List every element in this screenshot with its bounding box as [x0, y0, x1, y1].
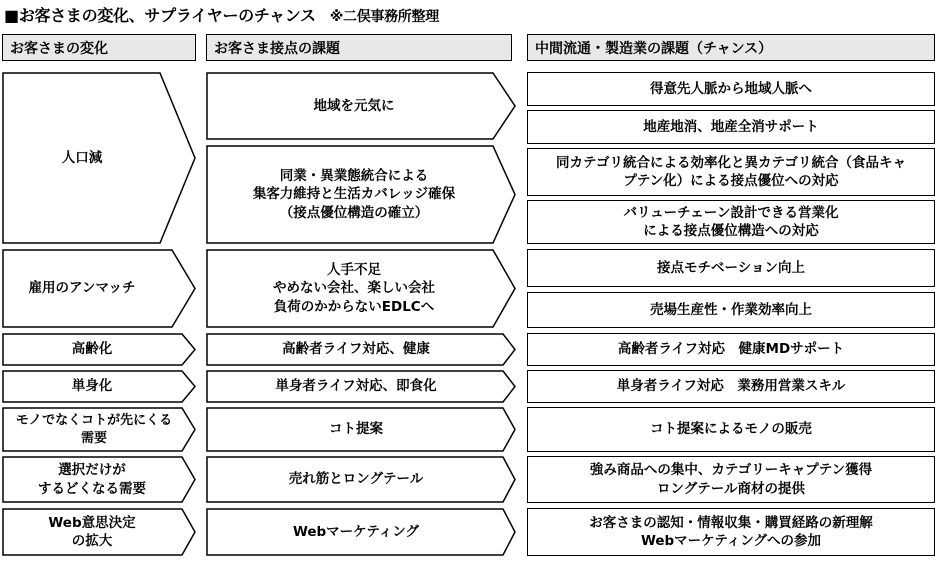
chance-box: 同カテゴリ統合による効率化と異カテゴリ統合（食品キャ プテン化）による接点優位への対応	[527, 148, 935, 196]
issue-label: Webマーケティング	[292, 523, 420, 540]
chance-box: 接点モチベーション向上	[527, 249, 935, 287]
chance-box: 高齢者ライフ対応 健康MDサポート	[527, 333, 935, 366]
chance-box: お客さまの認知・情報収集・購買経路の新理解 Webマーケティングへの参加	[527, 508, 935, 556]
issue-arrow	[206, 145, 516, 244]
change-label: 高齢化	[71, 341, 113, 358]
issue-arrow	[206, 249, 516, 328]
chance-box: 売場生産性・作業効率向上	[527, 292, 935, 328]
chance-box: バリューチェーン設計できる営業化 による接点優位構造への対応	[527, 200, 935, 244]
header-customer-change: お客さまの変化	[2, 34, 196, 61]
change-arrow-row-7	[2, 508, 196, 556]
change-label: モノでなくコトが先にくる 需要	[15, 412, 173, 446]
issue-arrow	[206, 456, 516, 503]
issue-arrow	[206, 370, 516, 403]
change-arrow-row-5	[2, 407, 196, 452]
change-arrow-row-4	[2, 370, 196, 403]
issue-label: 高齢者ライフ対応、健康	[282, 341, 430, 358]
issue-label: コト提案	[329, 421, 383, 438]
change-label: 雇用のアンマッチ	[28, 280, 136, 297]
change-arrow-row-1	[2, 72, 196, 244]
chance-box: コト提案によるモノの販売	[527, 407, 935, 452]
chance-box: 単身者ライフ対応 業務用営業スキル	[527, 370, 935, 403]
title-note: ※二俣事務所整理	[329, 9, 439, 25]
issue-label: 地域を元気に	[313, 97, 395, 114]
issue-label: 単身者ライフ対応、即食化	[275, 378, 437, 395]
title-main: ■お客さまの変化、サプライヤーのチャンス	[4, 6, 316, 25]
issue-arrow	[206, 407, 516, 452]
change-arrow-row-3	[2, 333, 196, 366]
issue-arrow	[206, 333, 516, 366]
chance-box: 得意先人脈から地域人脈へ	[527, 72, 935, 106]
header-supplier-chance: 中間流通・製造業の課題（チャンス）	[527, 34, 935, 61]
issue-label: 売れ筋とロングテール	[288, 471, 424, 488]
issue-label: 人手不足 やめない会社、楽しい会社 負荷のかからないEDLCへ	[273, 262, 435, 315]
change-label: 単身化	[71, 378, 113, 395]
page-title	[4, 3, 439, 29]
chance-box: 強み商品への集中、カテゴリーキャプテン獲得 ロングテール商材の提供	[527, 456, 935, 503]
change-label: 人口減	[61, 149, 103, 166]
issue-arrow	[206, 508, 516, 556]
change-arrow-row-2	[2, 249, 196, 328]
chance-box: 地産地消、地産全消サポート	[527, 110, 935, 144]
change-label: Web意思決定 の拡大	[48, 514, 136, 549]
change-arrow-row-6	[2, 456, 196, 503]
issue-label: 同業・異業態統合による 集客力維持と生活カバレッジ確保 （接点優位構造の確立）	[252, 168, 456, 221]
issue-arrow	[206, 72, 516, 140]
change-label: 選択だけが するどくなる需要	[38, 462, 146, 497]
header-contact-issues: お客さま接点の課題	[206, 34, 512, 61]
